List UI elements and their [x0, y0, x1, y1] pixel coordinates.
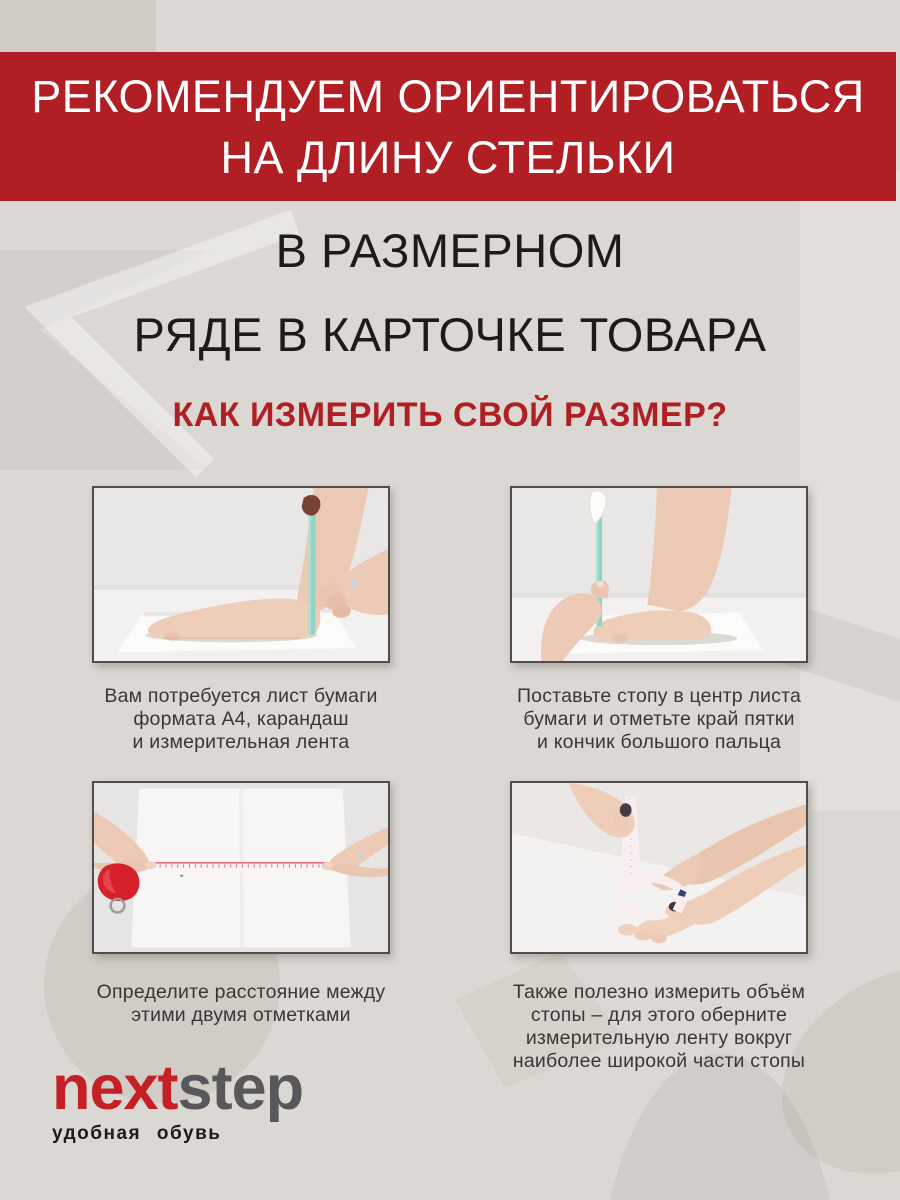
step1-illustration	[94, 488, 388, 661]
step2-caption	[479, 685, 839, 754]
step1-caption-line-2: формата А4, карандаш	[133, 708, 349, 730]
nextstep-logo	[52, 1053, 304, 1145]
banner-line-2: НА ДЛИНУ СТЕЛЬКИ	[220, 131, 676, 183]
background-shape-top-left	[0, 0, 156, 53]
step3-photo-tape-between-marks	[92, 781, 390, 954]
logo-step-text: step	[177, 1053, 304, 1123]
step4-caption-line-2: стопы – для этого оберните	[530, 1004, 788, 1026]
step4-photo-tape-around-foot	[510, 781, 808, 954]
step1-caption-line-1: Вам потребуется лист бумаги	[104, 685, 378, 707]
step1-caption-line-3: и измерительная лента	[132, 731, 350, 753]
step4-illustration	[512, 783, 806, 952]
step2-photo-pencil-at-toe	[510, 486, 808, 663]
step2-caption-line-3: и кончик большого пальца	[537, 731, 781, 753]
step2-caption-line-1: Поставьте стопу в центр листа	[516, 685, 802, 707]
step2-illustration	[512, 488, 806, 661]
logo-tagline: удобная обувь	[52, 1123, 222, 1144]
step4-caption-line-3: измерительную ленту вокруг	[525, 1027, 793, 1049]
step4-caption	[479, 981, 839, 1073]
heading-line-1: В РАЗМЕРНОМ	[275, 224, 625, 277]
step1-photo-pencil-at-heel	[92, 486, 390, 663]
logo-next-text: next	[52, 1053, 178, 1123]
logo-wordmark	[52, 1053, 304, 1123]
banner-line-1: РЕКОМЕНДУЕМ ОРИЕНТИРОВАТЬСЯ	[31, 70, 865, 122]
step3-illustration	[94, 783, 388, 952]
step3-caption-line-1: Определите расстояние между	[96, 981, 386, 1003]
step1-caption	[61, 685, 421, 754]
step4-caption-line-1: Также полезно измерить объём	[512, 981, 806, 1003]
how-to-measure-heading: КАК ИЗМЕРИТЬ СВОЙ РАЗМЕР?	[172, 396, 728, 434]
measuring-tape-shape	[145, 862, 327, 870]
size-row-heading	[0, 209, 900, 377]
recommendation-banner	[0, 52, 896, 201]
heading-line-2: РЯДЕ В КАРТОЧКЕ ТОВАРА	[133, 308, 767, 361]
step3-caption	[61, 981, 421, 1027]
step4-caption-line-4: наиболее широкой части стопы	[512, 1050, 806, 1072]
step3-caption-line-2: этими двумя отметками	[131, 1004, 351, 1026]
step2-caption-line-2: бумаги и отметьте край пятки	[523, 708, 795, 730]
